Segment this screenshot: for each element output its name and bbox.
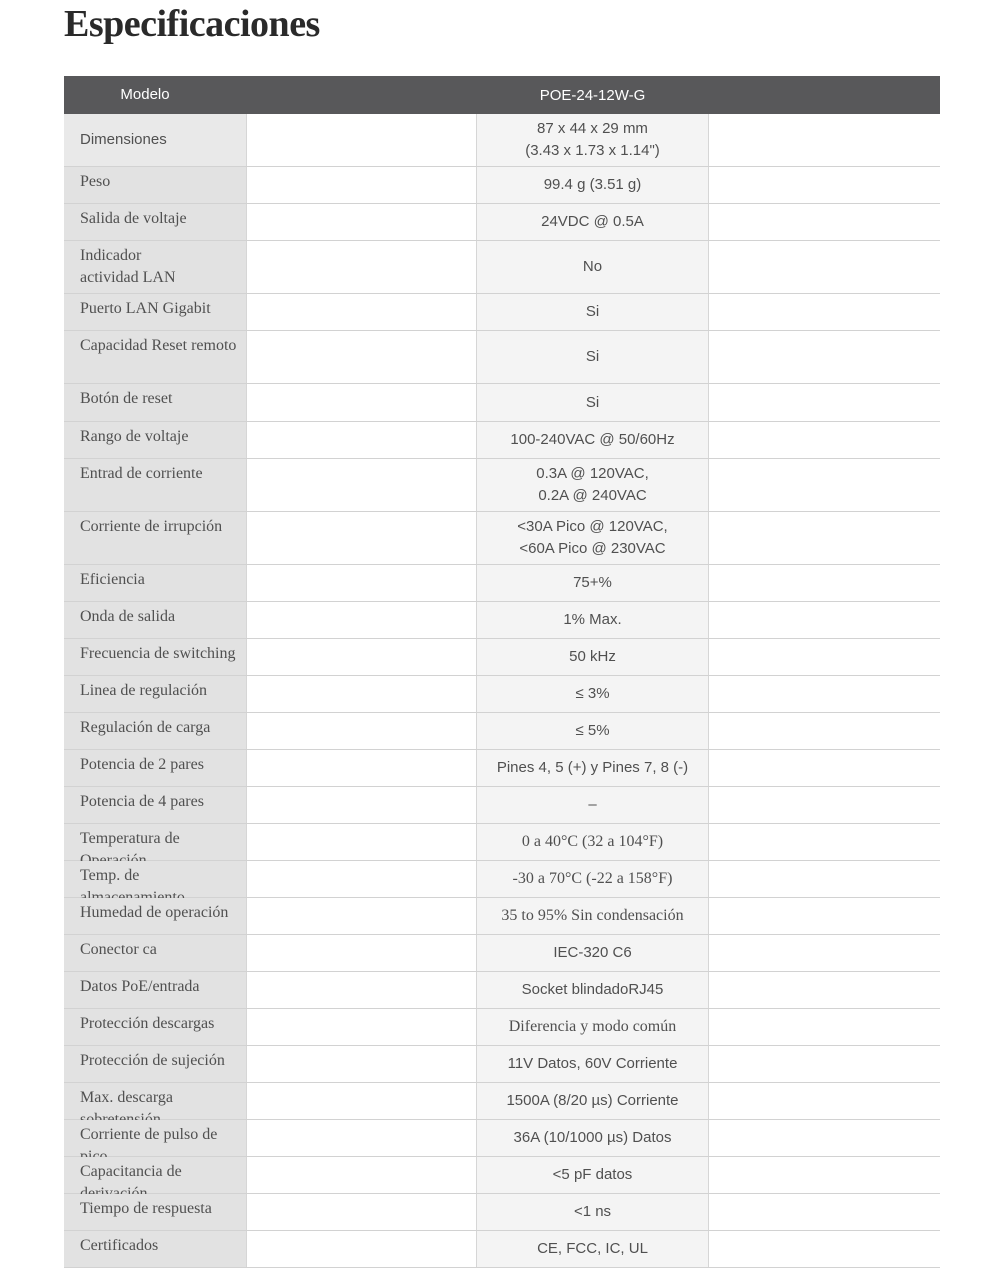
- spec-value: [477, 750, 708, 786]
- column-divider: [708, 1046, 709, 1082]
- table-body: [64, 114, 940, 1268]
- table-row: [64, 639, 940, 676]
- column-divider: [246, 512, 247, 564]
- spec-value-line: 24VDC @ 0.5A: [541, 213, 644, 230]
- spec-label-line: Capacitancia de: [80, 1163, 182, 1180]
- column-divider: [246, 565, 247, 601]
- spec-label-line: Peso: [80, 173, 111, 190]
- spec-value-line: CE, FCC, IC, UL: [537, 1240, 648, 1257]
- spec-value: [477, 1083, 708, 1119]
- spec-label: [64, 114, 246, 166]
- column-divider: [708, 1157, 709, 1193]
- spec-label-line: Humedad de operación: [80, 904, 229, 921]
- page-title: Especificaciones: [64, 3, 320, 45]
- column-divider: [246, 384, 247, 421]
- column-divider: [246, 861, 247, 897]
- spec-label-line: actividad LAN: [80, 269, 176, 286]
- spec-value: [477, 384, 708, 421]
- column-divider: [708, 167, 709, 203]
- spec-label-line: Indicador: [80, 247, 142, 264]
- header-label: Modelo: [120, 86, 170, 103]
- table-row: [64, 1194, 940, 1231]
- spec-value: [477, 459, 708, 511]
- spec-value: [477, 824, 708, 860]
- spec-value: [477, 787, 708, 823]
- spec-value-line: 1500A (8/20 µs) Corriente: [506, 1092, 679, 1109]
- column-divider: [708, 935, 709, 971]
- spec-value-line: –: [588, 796, 597, 813]
- spec-label: [64, 972, 246, 1008]
- spec-value: [477, 204, 708, 240]
- column-divider: [708, 114, 709, 166]
- spec-label: [64, 787, 246, 823]
- table-row: [64, 331, 940, 384]
- spec-label: [64, 459, 246, 511]
- column-divider: [246, 935, 247, 971]
- spec-value: [477, 713, 708, 749]
- spec-label-line: Linea de regulación: [80, 682, 208, 699]
- spec-label-line: Salida de voltaje: [80, 210, 187, 227]
- spec-label-line: Corriente de irrupción: [80, 518, 223, 535]
- column-divider: [708, 565, 709, 601]
- spec-label: [64, 602, 246, 638]
- spec-value: [477, 114, 708, 166]
- column-divider: [246, 241, 247, 293]
- column-divider: [246, 1157, 247, 1193]
- table-row: [64, 1009, 940, 1046]
- spec-value-line: Pines 4, 5 (+) y Pines 7, 8 (-): [496, 759, 689, 776]
- spec-label: [64, 713, 246, 749]
- column-divider: [708, 676, 709, 712]
- spec-value-line: 87 x 44 x 29 mm: [537, 120, 648, 137]
- spec-value-line: Si: [585, 303, 600, 320]
- table-row: [64, 114, 940, 167]
- table-row: [64, 459, 940, 512]
- column-divider: [246, 294, 247, 330]
- spec-label: [64, 898, 246, 934]
- spec-label-line: Potencia de 4 pares: [80, 793, 204, 810]
- spec-label: [64, 676, 246, 712]
- spec-label-line: Max. descarga: [80, 1089, 173, 1106]
- table-row: [64, 935, 940, 972]
- spec-value-line: -30 a 70°C (-22 a 158°F): [512, 870, 673, 887]
- spec-label-line: Onda de salida: [80, 608, 176, 625]
- column-divider: [708, 422, 709, 458]
- column-divider: [708, 241, 709, 293]
- column-divider: [246, 787, 247, 823]
- spec-label: [64, 512, 246, 564]
- spec-value-line: Diferencia y modo común: [508, 1018, 677, 1035]
- spec-label: [64, 294, 246, 330]
- spec-label: [64, 204, 246, 240]
- table-row: [64, 512, 940, 565]
- spec-label-line: Puerto LAN Gigabit: [80, 300, 211, 317]
- table-row: [64, 1157, 940, 1194]
- column-divider: [708, 750, 709, 786]
- spec-value: [477, 1046, 708, 1082]
- spec-label: [64, 241, 246, 293]
- spec-label: [64, 1009, 246, 1045]
- column-divider: [708, 639, 709, 675]
- spec-value-line: 0 a 40°C (32 a 104°F): [521, 833, 664, 850]
- table-row: [64, 861, 940, 898]
- spec-value-line: 1% Max.: [563, 611, 622, 628]
- column-divider: [246, 676, 247, 712]
- spec-label: [64, 1157, 246, 1193]
- spec-label: [64, 384, 246, 421]
- spec-label: [64, 422, 246, 458]
- spec-value: [477, 331, 708, 383]
- table-row: [64, 167, 940, 204]
- spec-label: [64, 1194, 246, 1230]
- spec-value-line: Si: [585, 393, 600, 411]
- column-divider: [708, 459, 709, 511]
- table-row: [64, 204, 940, 241]
- spec-value: [477, 935, 708, 971]
- spec-value: [477, 639, 708, 675]
- spec-label-line: Botón de reset: [80, 390, 173, 407]
- spec-label-line: Conector ca: [80, 941, 157, 958]
- header-model: POE-24-12W-G: [539, 87, 646, 104]
- column-divider: [708, 787, 709, 823]
- spec-label-line: Potencia de 2 pares: [80, 756, 204, 773]
- spec-value: [477, 565, 708, 601]
- column-divider: [246, 639, 247, 675]
- column-divider: [708, 1231, 709, 1267]
- spec-label-line: Datos PoE/entrada: [80, 978, 200, 995]
- table-row: [64, 1083, 940, 1120]
- spec-value-line: 36A (10/1000 µs) Datos: [513, 1129, 672, 1146]
- spec-value-line: No: [582, 258, 603, 275]
- table-row: [64, 750, 940, 787]
- spec-value: [477, 1157, 708, 1193]
- table-row: [64, 1120, 940, 1157]
- column-divider: [708, 512, 709, 564]
- spec-label-line: Temperatura de: [80, 830, 180, 847]
- spec-value: [477, 861, 708, 897]
- spec-label: [64, 861, 246, 897]
- spec-value-line: ≤ 3%: [575, 685, 610, 702]
- spec-label: [64, 565, 246, 601]
- column-divider: [246, 1120, 247, 1156]
- spec-value: [477, 422, 708, 458]
- spec-label-line: Eficiencia: [80, 571, 145, 588]
- spec-value-line: 100-240VAC @ 50/60Hz: [510, 431, 675, 448]
- spec-label-line: Corriente de pulso de: [80, 1126, 218, 1143]
- column-divider: [246, 602, 247, 638]
- spec-label: [64, 1231, 246, 1267]
- spec-value-line: Socket blindadoRJ45: [521, 981, 664, 998]
- spec-value-line: Si: [585, 348, 600, 365]
- column-divider: [708, 1083, 709, 1119]
- spec-value-line: <1 ns: [573, 1203, 612, 1220]
- spec-table: [64, 76, 940, 1268]
- column-divider: [246, 1009, 247, 1045]
- spec-value-line: IEC-320 C6: [553, 944, 632, 961]
- spec-label-line: Temp. de: [80, 867, 140, 884]
- spec-label-line: Protección de sujeción: [80, 1052, 225, 1069]
- column-divider: [708, 331, 709, 383]
- spec-label: [64, 1120, 246, 1156]
- table-row: [64, 972, 940, 1009]
- table-header: [64, 76, 940, 114]
- column-divider: [246, 750, 247, 786]
- table-row: [64, 787, 940, 824]
- spec-label-line: Frecuencia de switching: [80, 645, 236, 662]
- column-divider: [708, 1120, 709, 1156]
- column-divider: [708, 1009, 709, 1045]
- spec-label-line: Certificados: [80, 1237, 159, 1254]
- spec-value: [477, 1194, 708, 1230]
- spec-value-line: 35 to 95% Sin condensación: [501, 907, 684, 924]
- column-divider: [708, 1194, 709, 1230]
- table-row: [64, 422, 940, 459]
- column-divider: [708, 861, 709, 897]
- spec-value: [477, 167, 708, 203]
- table-row: [64, 1231, 940, 1268]
- spec-label: [64, 750, 246, 786]
- table-row: [64, 713, 940, 750]
- column-divider: [246, 1231, 247, 1267]
- spec-label: [64, 824, 246, 860]
- spec-value-line: 50 kHz: [569, 648, 616, 665]
- spec-value: [477, 241, 708, 293]
- column-divider: [246, 1194, 247, 1230]
- column-divider: [708, 384, 709, 421]
- spec-label: [64, 1083, 246, 1119]
- column-divider: [246, 898, 247, 934]
- spec-value-line: 99.4 g (3.51 g): [543, 176, 642, 193]
- spec-label-line: Capacidad Reset remoto: [80, 337, 237, 354]
- spec-value-line: 0.3A @ 120VAC,: [536, 465, 649, 482]
- spec-value-line: <60A Pico @ 230VAC: [519, 540, 666, 557]
- column-divider: [246, 167, 247, 203]
- spec-value-line: ≤ 5%: [575, 722, 610, 739]
- spec-value-line: <5 pF datos: [552, 1166, 633, 1183]
- spec-label-line: Rango de voltaje: [80, 428, 189, 445]
- spec-value: [477, 512, 708, 564]
- column-divider: [708, 204, 709, 240]
- spec-value-line: (3.43 x 1.73 x 1.14"): [525, 142, 660, 159]
- spec-label: [64, 639, 246, 675]
- column-divider: [246, 1046, 247, 1082]
- column-divider: [708, 824, 709, 860]
- table-row: [64, 1046, 940, 1083]
- table-row: [64, 294, 940, 331]
- spec-label-line: Entrad de corriente: [80, 465, 203, 482]
- column-divider: [708, 972, 709, 1008]
- table-row: [64, 241, 940, 294]
- spec-value: [477, 602, 708, 638]
- spec-label-line: Dimensiones: [80, 131, 167, 148]
- column-divider: [708, 898, 709, 934]
- spec-value-line: 11V Datos, 60V Corriente: [507, 1055, 678, 1072]
- spec-value: [477, 898, 708, 934]
- table-row: [64, 898, 940, 935]
- spec-value-line: 0.2A @ 240VAC: [538, 487, 647, 504]
- table-row: [64, 824, 940, 861]
- column-divider: [246, 204, 247, 240]
- spec-label-line: Regulación de carga: [80, 719, 211, 736]
- spec-label: [64, 331, 246, 383]
- spec-label-line: Tiempo de respuesta: [80, 1200, 212, 1217]
- spec-value: [477, 1231, 708, 1267]
- column-divider: [246, 972, 247, 1008]
- column-divider: [246, 824, 247, 860]
- spec-value: [477, 1009, 708, 1045]
- column-divider: [708, 602, 709, 638]
- spec-value-line: <30A Pico @ 120VAC,: [517, 518, 668, 535]
- column-divider: [246, 422, 247, 458]
- column-divider: [246, 1083, 247, 1119]
- spec-label: [64, 1046, 246, 1082]
- table-row: [64, 602, 940, 639]
- column-divider: [708, 713, 709, 749]
- spec-value: [477, 1120, 708, 1156]
- spec-label: [64, 167, 246, 203]
- spec-value: [477, 294, 708, 330]
- spec-value-line: 75+%: [573, 574, 612, 591]
- column-divider: [246, 331, 247, 383]
- column-divider: [246, 114, 247, 166]
- spec-label-line: Protección descargas: [80, 1015, 215, 1032]
- spec-label: [64, 935, 246, 971]
- spec-value: [477, 972, 708, 1008]
- column-divider: [246, 713, 247, 749]
- column-divider: [246, 459, 247, 511]
- table-row: [64, 384, 940, 422]
- table-row: [64, 565, 940, 602]
- table-row: [64, 676, 940, 713]
- column-divider: [708, 294, 709, 330]
- spec-value: [477, 676, 708, 712]
